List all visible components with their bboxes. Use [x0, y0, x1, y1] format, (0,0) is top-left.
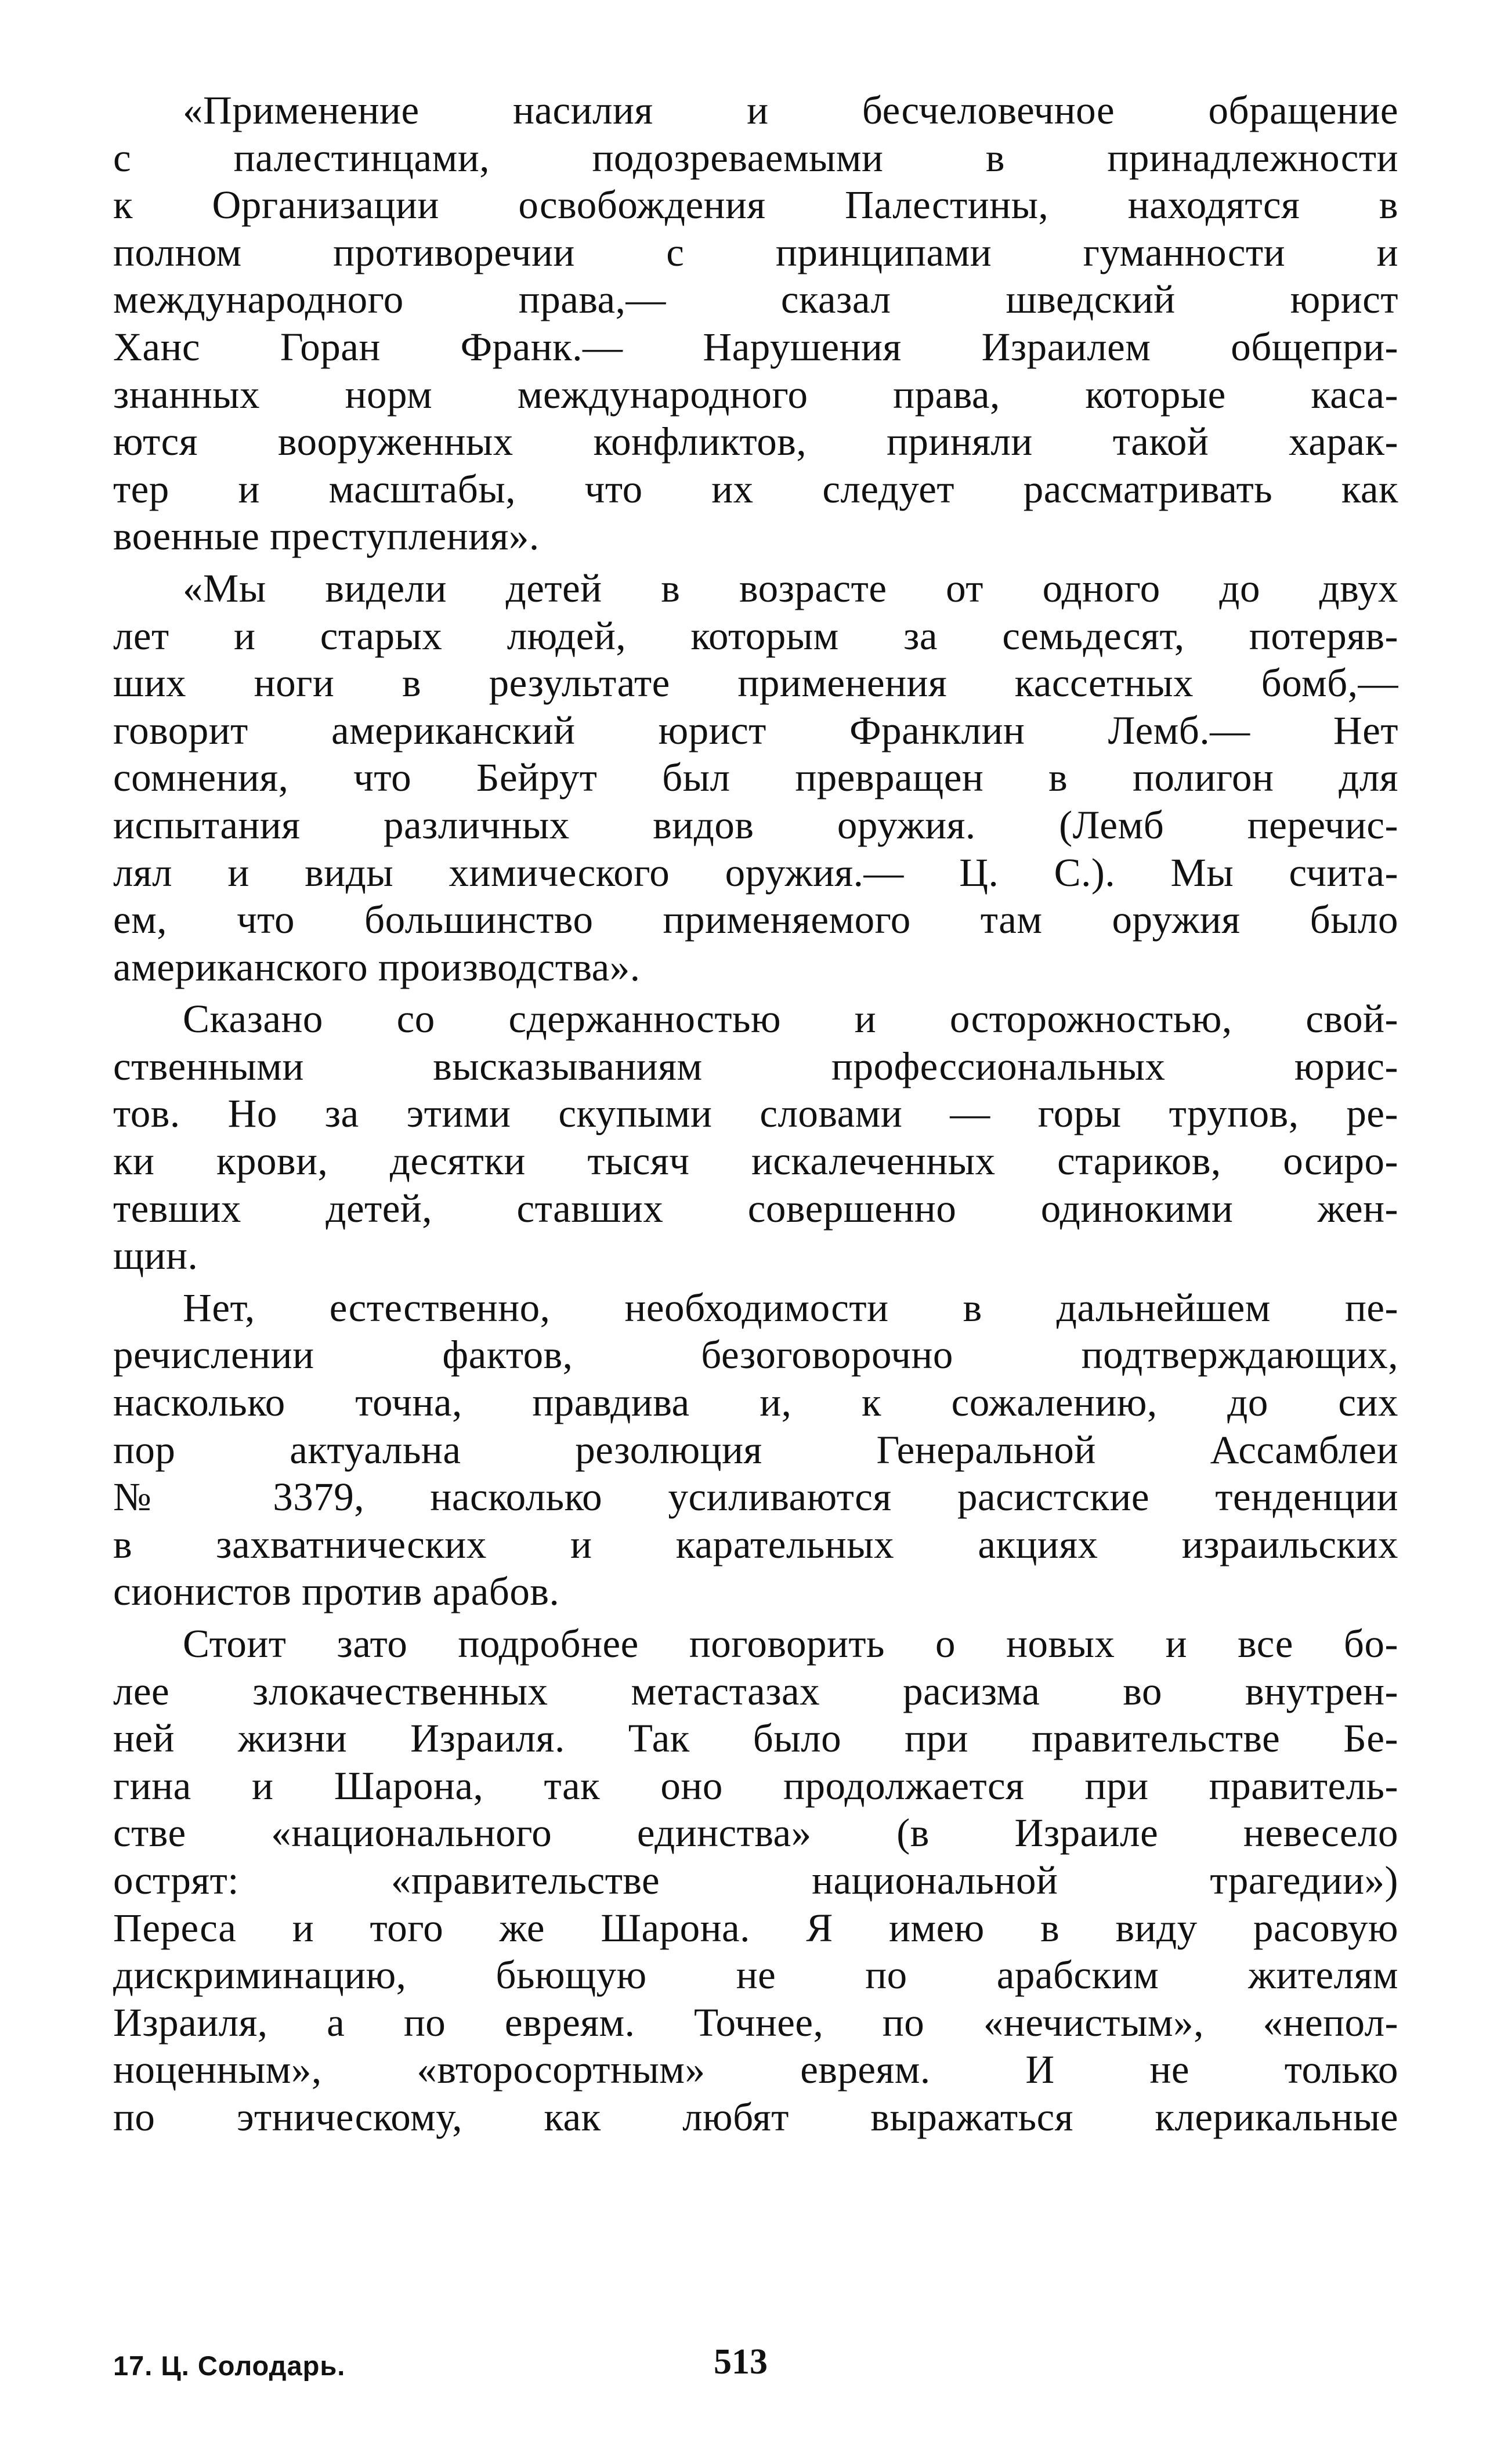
page-number: 513 — [714, 2342, 768, 2382]
text-line: к Организации освобождения Палестины, находятся в — [113, 183, 1398, 227]
text-line: ших ноги в результате применения кассетных бомб,— — [113, 661, 1398, 705]
text-line: американского производства». — [113, 945, 641, 989]
text-line: испытания различных видов оружия. (Лемб перечис- — [113, 802, 1398, 847]
text-line: говорит американский юрист Франклин Лемб.— Нет — [113, 708, 1398, 752]
text-line: стве «национального единства» (в Израиле невесело — [113, 1811, 1398, 1855]
text-line: тевших детей, ставших совершенно одинокими жен- — [113, 1186, 1398, 1231]
text-line: полном противоречии с принципами гуманности и — [113, 230, 1398, 274]
text-line: военные преступления». — [113, 514, 540, 559]
paragraph-3 — [113, 996, 1398, 1280]
text-line: лет и старых людей, которым за семьдесят, потеряв- — [113, 613, 1398, 658]
text-line: сионистов против арабов. — [113, 1569, 560, 1614]
text-line: щин. — [113, 1233, 198, 1278]
text-line: с палестинцами, подозреваемыми в принадлежности — [113, 135, 1398, 180]
paragraph-5 — [113, 1620, 1398, 2141]
paragraph-2 — [113, 565, 1398, 991]
text-line: Израиля, а по евреям. Точнее, по «нечистым», «непол- — [113, 2000, 1398, 2045]
text-line: «Мы видели детей в возрасте от одного до двух — [183, 566, 1398, 610]
printer-signature: 17. Ц. Солодарь. — [113, 2350, 346, 2381]
book-page — [113, 87, 1398, 2396]
text-line: дискриминацию, бьющую не по арабским жителям — [113, 1953, 1398, 1998]
text-line: Переса и того же Шарона. Я имею в виду расовую — [113, 1905, 1398, 1950]
text-line: в захватнических и карательных акциях израильских — [113, 1522, 1398, 1566]
text-line: ноценным», «второсортным» евреям. И не только — [113, 2047, 1398, 2092]
text-line: № 3379, насколько усиливаются расистские тенденции — [113, 1475, 1398, 1519]
text-line: ней жизни Израиля. Так было при правительстве Бе- — [113, 1716, 1398, 1761]
text-line: лял и виды химического оружия.— Ц. С.). Мы счита- — [113, 850, 1398, 895]
text-line: лее злокачественных метастазах расизма во внутрен- — [113, 1669, 1398, 1713]
text-line: пор актуальна резолюция Генеральной Ассамблеи — [113, 1427, 1398, 1472]
text-line: ственными высказываниям профессиональных юрис- — [113, 1044, 1398, 1088]
text-line: гина и Шарона, так оно продолжается при правитель- — [113, 1763, 1398, 1808]
paragraph-1 — [113, 87, 1398, 560]
body-text — [113, 87, 1398, 2141]
text-line: тер и масштабы, что их следует рассматривать как — [113, 466, 1398, 511]
text-line: «Применение насилия и бесчеловечное обращение — [183, 88, 1398, 132]
text-line: острят: «правительстве национальной трагедии») — [113, 1858, 1398, 1902]
text-line: международного права,— сказал шведский юрист — [113, 277, 1398, 322]
text-line: Нет, естественно, необходимости в дальнейшем пе- — [183, 1285, 1398, 1330]
text-line: тов. Но за этими скупыми словами — горы трупов, ре- — [113, 1091, 1398, 1136]
text-line: ки крови, десятки тысяч искалеченных стариков, осиро- — [113, 1139, 1398, 1184]
text-line: сомнения, что Бейрут был превращен в полигон для — [113, 755, 1398, 800]
text-line: речислении фактов, безоговорочно подтверждающих, — [113, 1333, 1398, 1377]
text-line: знанных норм международного права, которые каса- — [113, 372, 1398, 417]
text-line: Стоит зато подробнее поговорить о новых и все бо- — [183, 1622, 1398, 1666]
text-line: Ханс Горан Франк.— Нарушения Израилем общепри- — [113, 324, 1398, 369]
text-line: ются вооруженных конфликтов, приняли такой харак- — [113, 419, 1398, 464]
page-footer — [113, 2342, 1398, 2396]
text-line: насколько точна, правдива и, к сожалению, до сих — [113, 1380, 1398, 1425]
text-line: ем, что большинство применяемого там оружия было — [113, 898, 1398, 942]
paragraph-4 — [113, 1285, 1398, 1616]
text-line: по этническому, как любят выражаться клерикальные — [113, 2094, 1398, 2139]
text-line: Сказано со сдержанностью и осторожностью, свой- — [183, 997, 1398, 1041]
